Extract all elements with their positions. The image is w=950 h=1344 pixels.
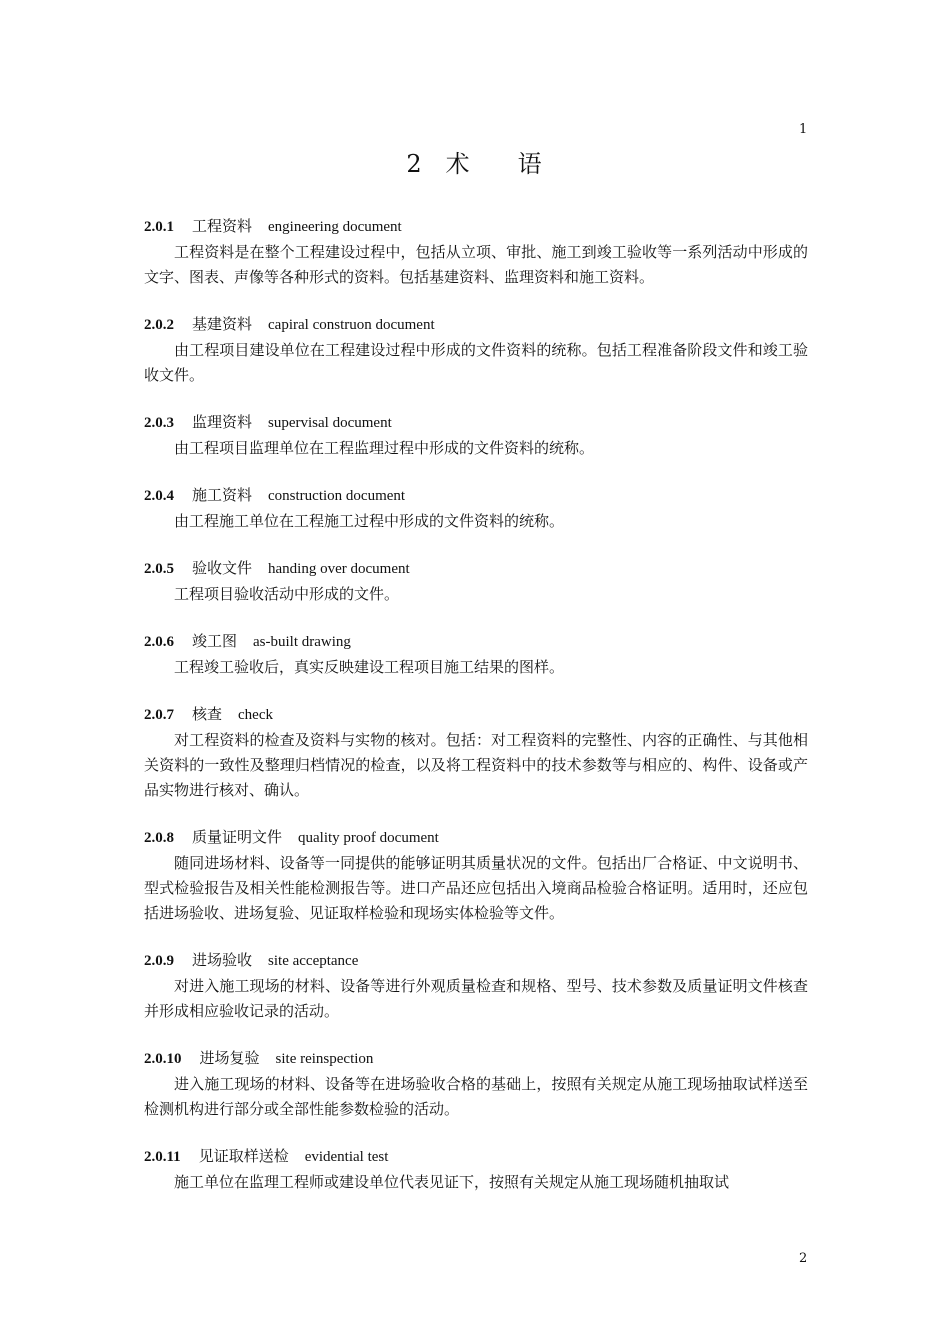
term-entry <box>144 1046 808 1122</box>
page-number-top: 1 <box>799 122 808 137</box>
term-heading <box>144 214 808 240</box>
term-definition: 对进入施工现场的材料、设备等进行外观质量检查和规格、型号、技术参数及质量证明文件核查并形成相应验收记录的活动。 <box>144 977 808 1020</box>
term-chinese: 竣工图 <box>192 632 238 650</box>
term-heading <box>144 1046 808 1072</box>
term-entry <box>144 825 808 926</box>
term-definition: 由工程项目监理单位在工程监理过程中形成的文件资料的统称。 <box>174 439 595 457</box>
term-english: construction document <box>268 488 406 504</box>
term-english: supervisal document <box>268 415 392 431</box>
chapter-title <box>0 144 950 179</box>
term-chinese: 进场验收 <box>192 951 253 969</box>
term-entry <box>144 312 808 388</box>
term-english: as-built drawing <box>253 634 351 650</box>
term-code: 2.0.3 <box>144 415 174 431</box>
term-definition: 随同进场材料、设备等一同提供的能够证明其质量状况的文件。包括出厂合格证、中文说明书、型式检验报告及相关性能检测报告等。进口产品还应包括出入境商品检验合格证明。适用时，还应包括进场验收、进场复验、见证取样检验和现场实体检验等文件。 <box>144 854 808 922</box>
term-chinese: 见证取样送检 <box>198 1147 289 1165</box>
term-chinese: 进场复验 <box>199 1049 260 1067</box>
term-definition: 施工单位在监理工程师或建设单位代表见证下，按照有关规定从施工现场随机抽取试 <box>174 1173 730 1191</box>
term-definition: 对工程资料的检查及资料与实物的核对。包括：对工程资料的完整性、内容的正确性、与其他相关资料的一致性及整理归档情况的检查，以及将工程资料中的技术参数等与相应的、构件、设备或产品实物进行核对、确认。 <box>144 731 808 799</box>
chapter-title-part1: 术 <box>445 150 472 178</box>
term-entry <box>144 483 808 534</box>
term-entry <box>144 214 808 290</box>
term-heading <box>144 1144 808 1170</box>
term-chinese: 施工资料 <box>192 486 253 504</box>
term-chinese: 基建资料 <box>192 315 253 333</box>
term-chinese: 验收文件 <box>192 559 253 577</box>
term-code: 2.0.1 <box>144 219 174 235</box>
term-english: site acceptance <box>268 953 359 969</box>
term-heading <box>144 556 808 582</box>
term-english: site reinspection <box>275 1051 374 1067</box>
term-entry <box>144 410 808 461</box>
term-chinese: 质量证明文件 <box>192 828 283 846</box>
term-english: capiral construon document <box>268 317 435 333</box>
term-heading <box>144 629 808 655</box>
term-code: 2.0.5 <box>144 561 174 577</box>
term-code: 2.0.10 <box>144 1051 182 1067</box>
term-chinese: 核查 <box>192 705 223 723</box>
term-english: evidential test <box>304 1149 389 1165</box>
term-code: 2.0.6 <box>144 634 174 650</box>
term-code: 2.0.7 <box>144 707 174 723</box>
term-entry <box>144 702 808 803</box>
term-heading <box>144 483 808 509</box>
term-heading <box>144 948 808 974</box>
term-heading <box>144 825 808 851</box>
term-heading <box>144 702 808 728</box>
terms-list <box>144 214 808 1217</box>
term-english: quality proof document <box>298 830 439 846</box>
term-definition: 进入施工现场的材料、设备等在进场验收合格的基础上，按照有关规定从施工现场抽取试样送至检测机构进行部分或全部性能参数检验的活动。 <box>144 1075 808 1118</box>
term-definition: 工程项目验收活动中形成的文件。 <box>174 585 400 603</box>
term-heading <box>144 410 808 436</box>
term-code: 2.0.8 <box>144 830 174 846</box>
term-code: 2.0.2 <box>144 317 174 333</box>
term-entry <box>144 629 808 680</box>
term-entry <box>144 556 808 607</box>
chapter-number: 2 <box>406 150 424 178</box>
term-definition: 由工程施工单位在工程施工过程中形成的文件资料的统称。 <box>174 512 565 530</box>
term-chinese: 工程资料 <box>192 217 253 235</box>
term-chinese: 监理资料 <box>192 413 253 431</box>
page-number-bottom: 2 <box>799 1251 808 1266</box>
term-code: 2.0.4 <box>144 488 174 504</box>
term-english: check <box>238 707 273 723</box>
term-code: 2.0.9 <box>144 953 174 969</box>
term-definition: 由工程项目建设单位在工程建设过程中形成的文件资料的统称。包括工程准备阶段文件和竣工验收文件。 <box>144 341 808 384</box>
term-entry <box>144 948 808 1024</box>
chapter-title-part2: 语 <box>517 150 544 178</box>
term-code: 2.0.11 <box>144 1149 181 1165</box>
term-definition: 工程竣工验收后，真实反映建设工程项目施工结果的图样。 <box>174 658 565 676</box>
term-heading <box>144 312 808 338</box>
term-definition: 工程资料是在整个工程建设过程中，包括从立项、审批、施工到竣工验收等一系列活动中形成的文字、图表、声像等各种形式的资料。包括基建资料、监理资料和施工资料。 <box>144 243 808 286</box>
term-english: engineering document <box>268 219 402 235</box>
term-entry <box>144 1144 808 1195</box>
term-english: handing over document <box>268 561 410 577</box>
